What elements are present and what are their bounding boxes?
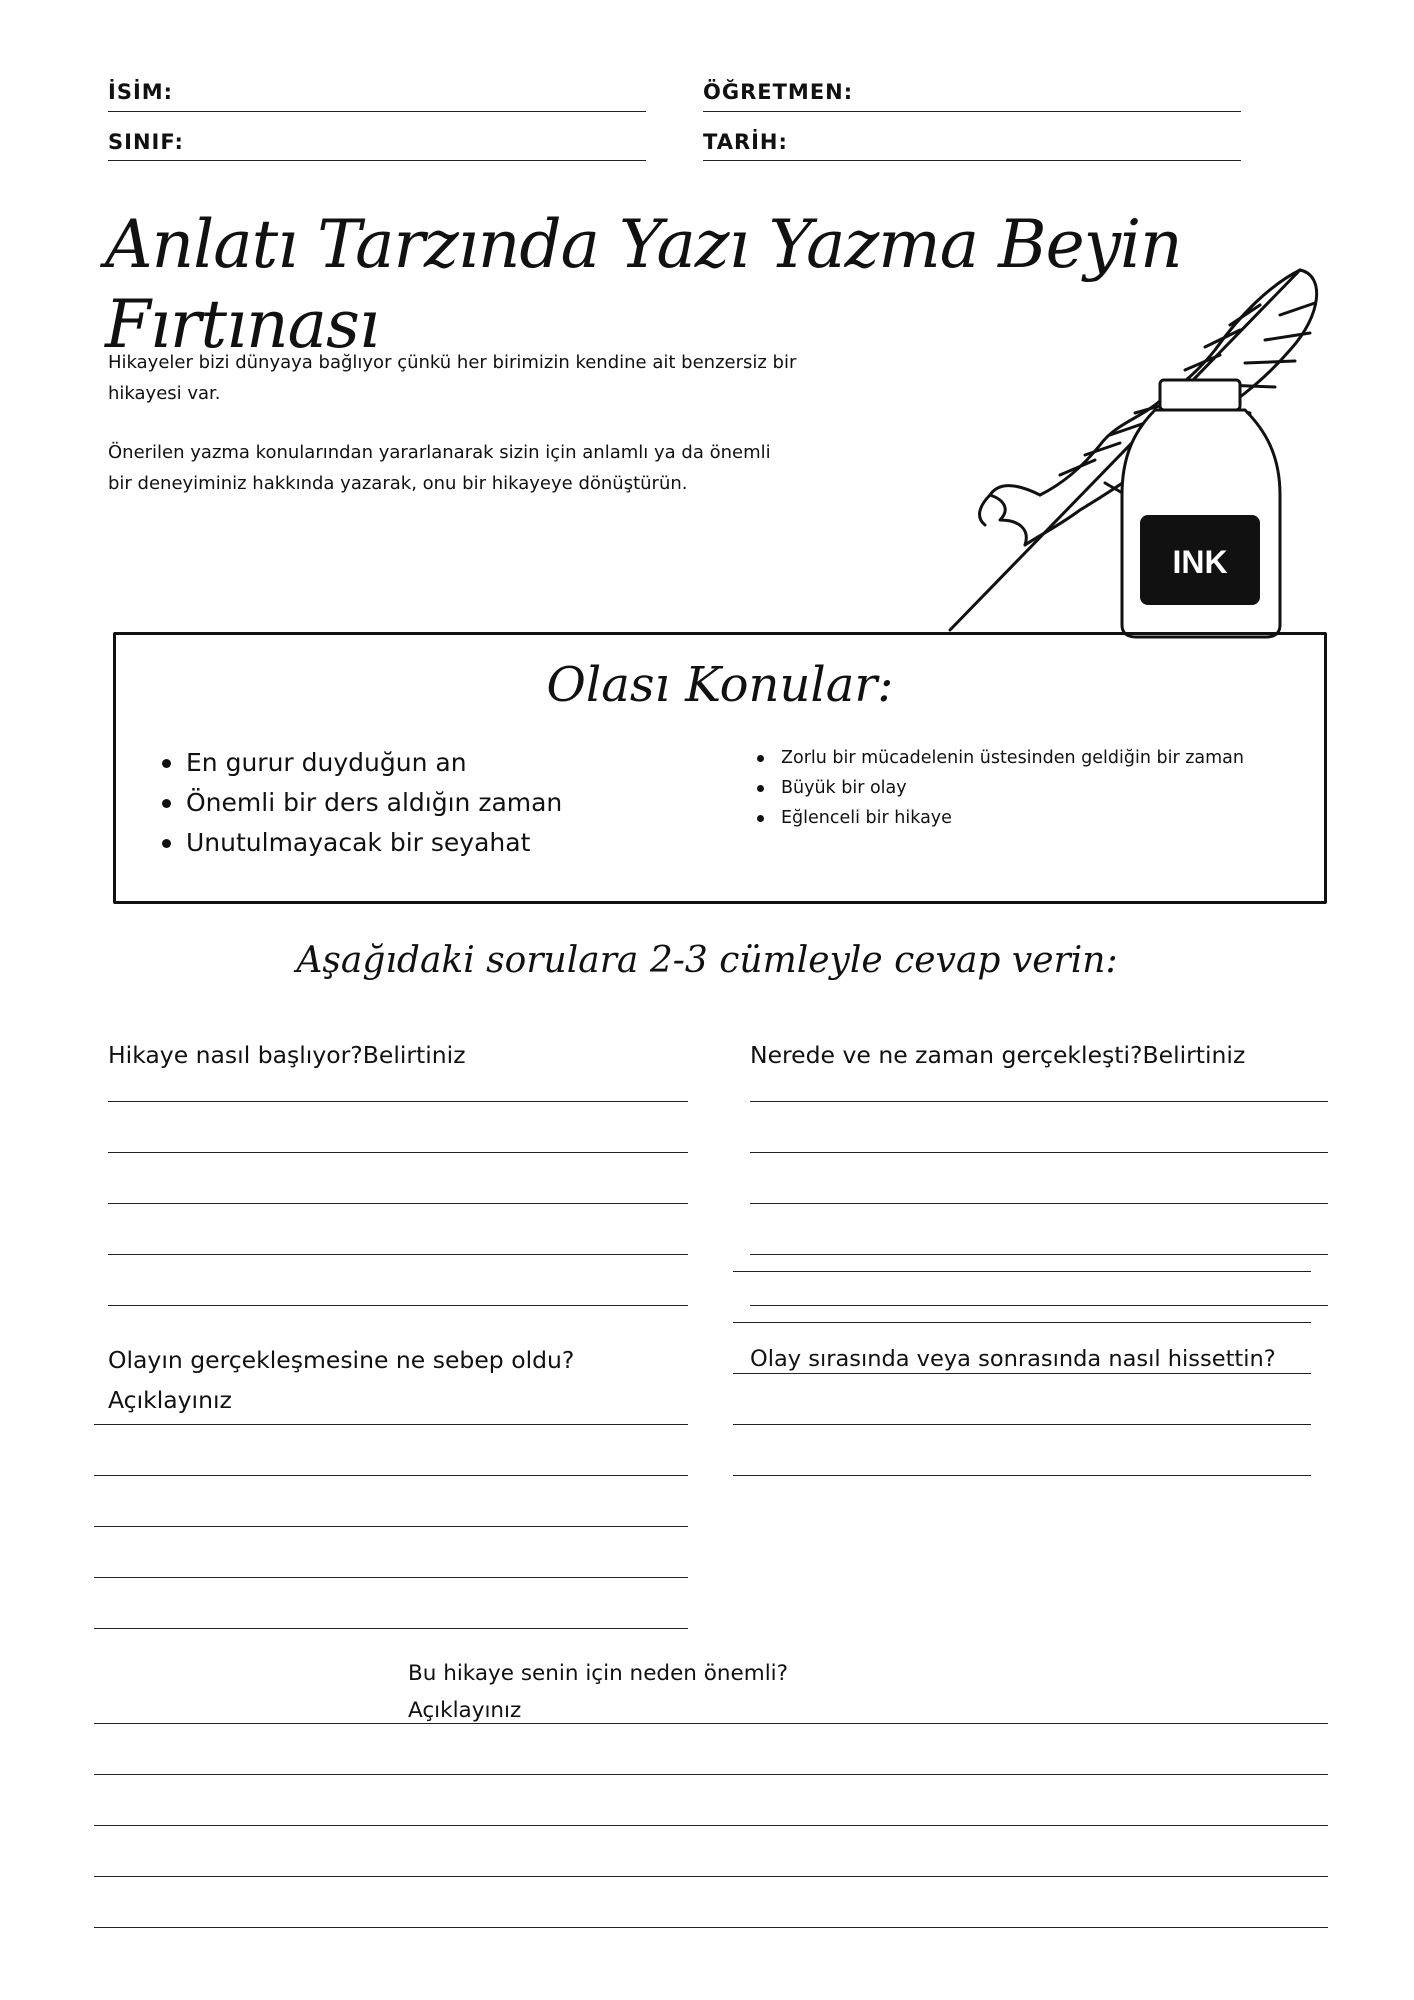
page-title: Anlatı Tarzında Yazı Yazma Beyin Fırtınası (105, 206, 1182, 363)
list-item: Unutulmayacak bir seyahat (156, 823, 562, 863)
topics-title: Olası Konular: (546, 657, 894, 713)
answer-line[interactable] (733, 1322, 1311, 1323)
answer-line[interactable] (733, 1475, 1311, 1476)
answer-line[interactable] (94, 1475, 688, 1476)
answer-line[interactable] (108, 1254, 688, 1255)
answer-line[interactable] (750, 1203, 1328, 1204)
intro-paragraph-2 (108, 437, 868, 499)
answer-line[interactable] (108, 1152, 688, 1153)
answer-line[interactable] (94, 1723, 1328, 1724)
answer-line[interactable] (733, 1271, 1311, 1272)
question-3 (108, 1340, 574, 1420)
answer-line[interactable] (733, 1373, 1311, 1374)
name-label: İSİM: (108, 80, 174, 104)
list-item: Eğlenceli bir hikaye (751, 803, 1244, 833)
answer-line[interactable] (94, 1526, 688, 1527)
topics-box (113, 632, 1327, 904)
class-field[interactable] (108, 160, 646, 161)
teacher-label: ÖĞRETMEN: (703, 80, 854, 104)
intro-line: Hikayeler bizi dünyaya bağlıyor çünkü her birimizin kendine ait benzersiz bir (108, 352, 797, 373)
list-item: Zorlu bir mücadelenin üstesinden geldiğin bir zaman (751, 743, 1244, 773)
list-item: En gurur duyduğun an (156, 743, 562, 783)
answer-line[interactable] (108, 1203, 688, 1204)
question-3-line: Olayın gerçekleşmesine ne sebep oldu? (108, 1346, 575, 1374)
answer-line[interactable] (94, 1825, 1328, 1826)
name-field[interactable] (108, 111, 646, 112)
question-4: Olay sırasında veya sonrasında nasıl hissettin? (750, 1346, 1276, 1372)
question-5 (408, 1655, 788, 1729)
ink-label: INK (1172, 544, 1228, 580)
answer-line[interactable] (94, 1927, 1328, 1928)
intro-line: hikayesi var. (108, 383, 221, 404)
intro-line: Önerilen yazma konularından yararlanarak sizin için anlamlı ya da önemli (108, 442, 771, 463)
class-label: SINIF: (108, 130, 184, 154)
question-5-line: Açıklayınız (408, 1698, 522, 1723)
question-5-line: Bu hikaye senin için neden önemli? (408, 1661, 789, 1686)
answer-line[interactable] (750, 1254, 1328, 1255)
answer-line[interactable] (94, 1577, 688, 1578)
date-label: TARİH: (703, 130, 788, 154)
answer-line[interactable] (750, 1101, 1328, 1102)
question-1: Hikaye nasıl başlıyor?Belirtiniz (108, 1041, 466, 1069)
intro-line: bir deneyiminiz hakkında yazarak, onu bir hikayeye dönüştürün. (108, 473, 688, 494)
answer-line[interactable] (94, 1424, 688, 1425)
answer-line[interactable] (94, 1774, 1328, 1775)
quill-and-inkwell-icon (930, 255, 1340, 640)
question-3-line: Açıklayınız (108, 1386, 232, 1414)
topics-list-right (751, 743, 1244, 833)
list-item: Önemli bir ders aldığın zaman (156, 783, 562, 823)
answer-line[interactable] (94, 1628, 688, 1629)
intro-paragraph-1 (108, 347, 868, 409)
answer-line[interactable] (750, 1152, 1328, 1153)
list-item: Büyük bir olay (751, 773, 1244, 803)
topics-list-left (156, 743, 562, 863)
answer-line[interactable] (108, 1101, 688, 1102)
answer-line[interactable] (733, 1424, 1311, 1425)
date-field[interactable] (703, 160, 1241, 161)
instruction-heading: Aşağıdaki sorulara 2-3 cümleyle cevap verin: (296, 940, 1118, 981)
answer-line[interactable] (750, 1305, 1328, 1306)
answer-line[interactable] (94, 1876, 1328, 1877)
teacher-field[interactable] (703, 111, 1241, 112)
question-2: Nerede ve ne zaman gerçekleşti?Belirtiniz (750, 1041, 1246, 1069)
answer-line[interactable] (108, 1305, 688, 1306)
